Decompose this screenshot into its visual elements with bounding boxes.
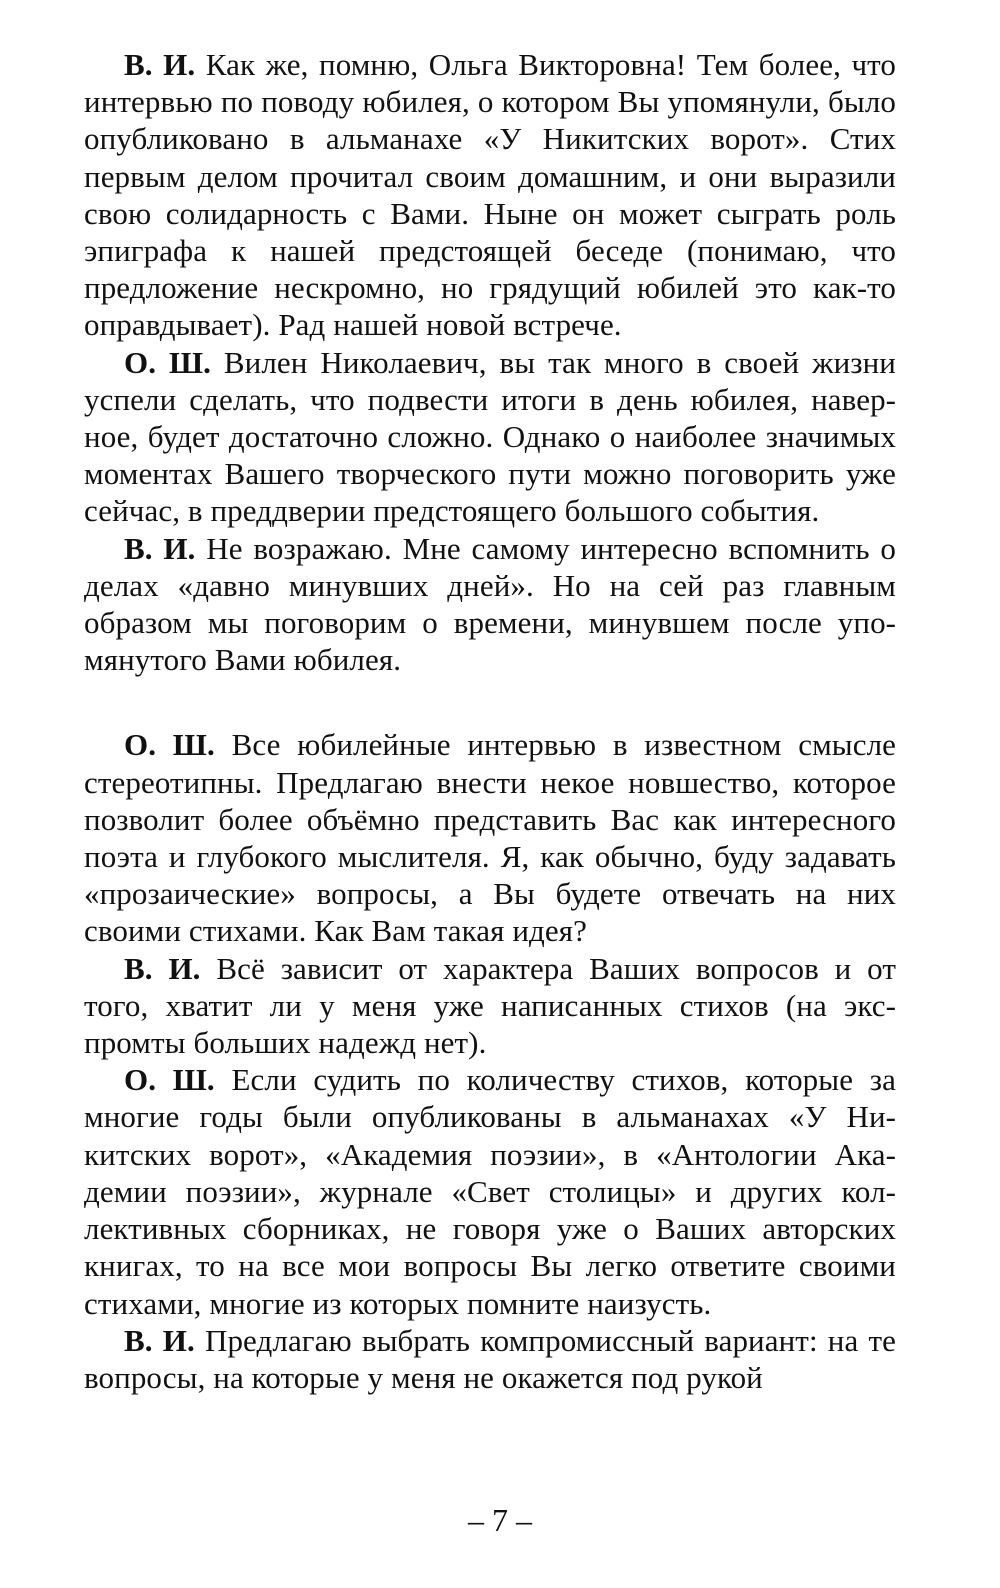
paragraph-4 bbox=[84, 726, 896, 949]
paragraph-text: Все юбилейные интервью в известном смысле стереотипны. Предлагаю внести некое новшество, которое позволит более объёмно представить Вас как интересного поэта и глубокого мыслителя. Я, как обычно, буду задавать «прозаические» вопросы, а Вы будете отвечать на них своими стихами. Как Вам такая идея? bbox=[84, 727, 896, 949]
speaker-label: О. Ш. bbox=[124, 344, 211, 380]
paragraph-2 bbox=[84, 344, 896, 530]
paragraph-6 bbox=[84, 1061, 896, 1321]
interview-text bbox=[84, 46, 896, 1396]
paragraph-text: Если судить по количеству стихов, которые за многие годы были опубликованы в альманахах «У Никитских ворот», «Академия поэзии», в «Антологии Академии поэзии», журнале «Свет столицы» и других коллективных сборниках, не говоря уже о Ваших авторских книгах, то на все мои вопросы Вы легко ответите своими стихами, многие из которых помните наизусть. bbox=[84, 1062, 896, 1321]
paragraph-text: Всё зависит от характера Ваших вопросов и от того, хватит ли у меня уже написанных стихов (на экспромты больших надежд нет). bbox=[84, 950, 897, 1061]
paragraph-1 bbox=[84, 46, 896, 344]
paragraph-text: Не возражаю. Мне самому интересно вспомнить о делах «давно минувших дней». Но на сей раз главным образом мы поговорим о времени, минувшем после упомянутого Вами юбилея. bbox=[84, 530, 896, 678]
paragraph-text: Предлагаю выбрать компромиссный вариант: на те вопросы, на которые у меня не окажется под рукой bbox=[84, 1322, 896, 1395]
paragraph-5 bbox=[84, 950, 896, 1062]
speaker-label: В. И. bbox=[124, 47, 196, 82]
speaker-label: О. Ш. bbox=[124, 1062, 215, 1098]
speaker-label: В. И. bbox=[124, 950, 201, 986]
speaker-label: В. И. bbox=[124, 1322, 195, 1358]
paragraph-text: Вилен Николаевич, вы так много в своей жизни успели сделать, что подвести итоги в день юбилея, наверное, будет достаточно сложно. Однако о наиболее значимых моментах Вашего творческого пути можно поговорить уже сейчас, в преддверии предстоящего большого события. bbox=[84, 344, 896, 529]
speaker-label: О. Ш. bbox=[124, 727, 215, 763]
speaker-label: В. И. bbox=[124, 530, 196, 566]
paragraph-7 bbox=[84, 1322, 896, 1396]
paragraph-text: Как же, помню, Ольга Викторовна! Тем более, что интервью по поводу юбилея, о котором Вы упомянули, было опубликовано в альманахе «У Никитских ворот». Стих первым делом прочитал своим домашним, и они выразили свою солидарность с Вами. Ныне он может сыграть роль эпиграфа к нашей предстоящей беседе (понимаю, что предложение нескромно, но грядущий юбилей это как-то оправдывает). Рад нашей новой встрече. bbox=[84, 47, 896, 343]
page-number: – 7 – bbox=[468, 1502, 532, 1538]
paragraph-3 bbox=[84, 530, 896, 679]
